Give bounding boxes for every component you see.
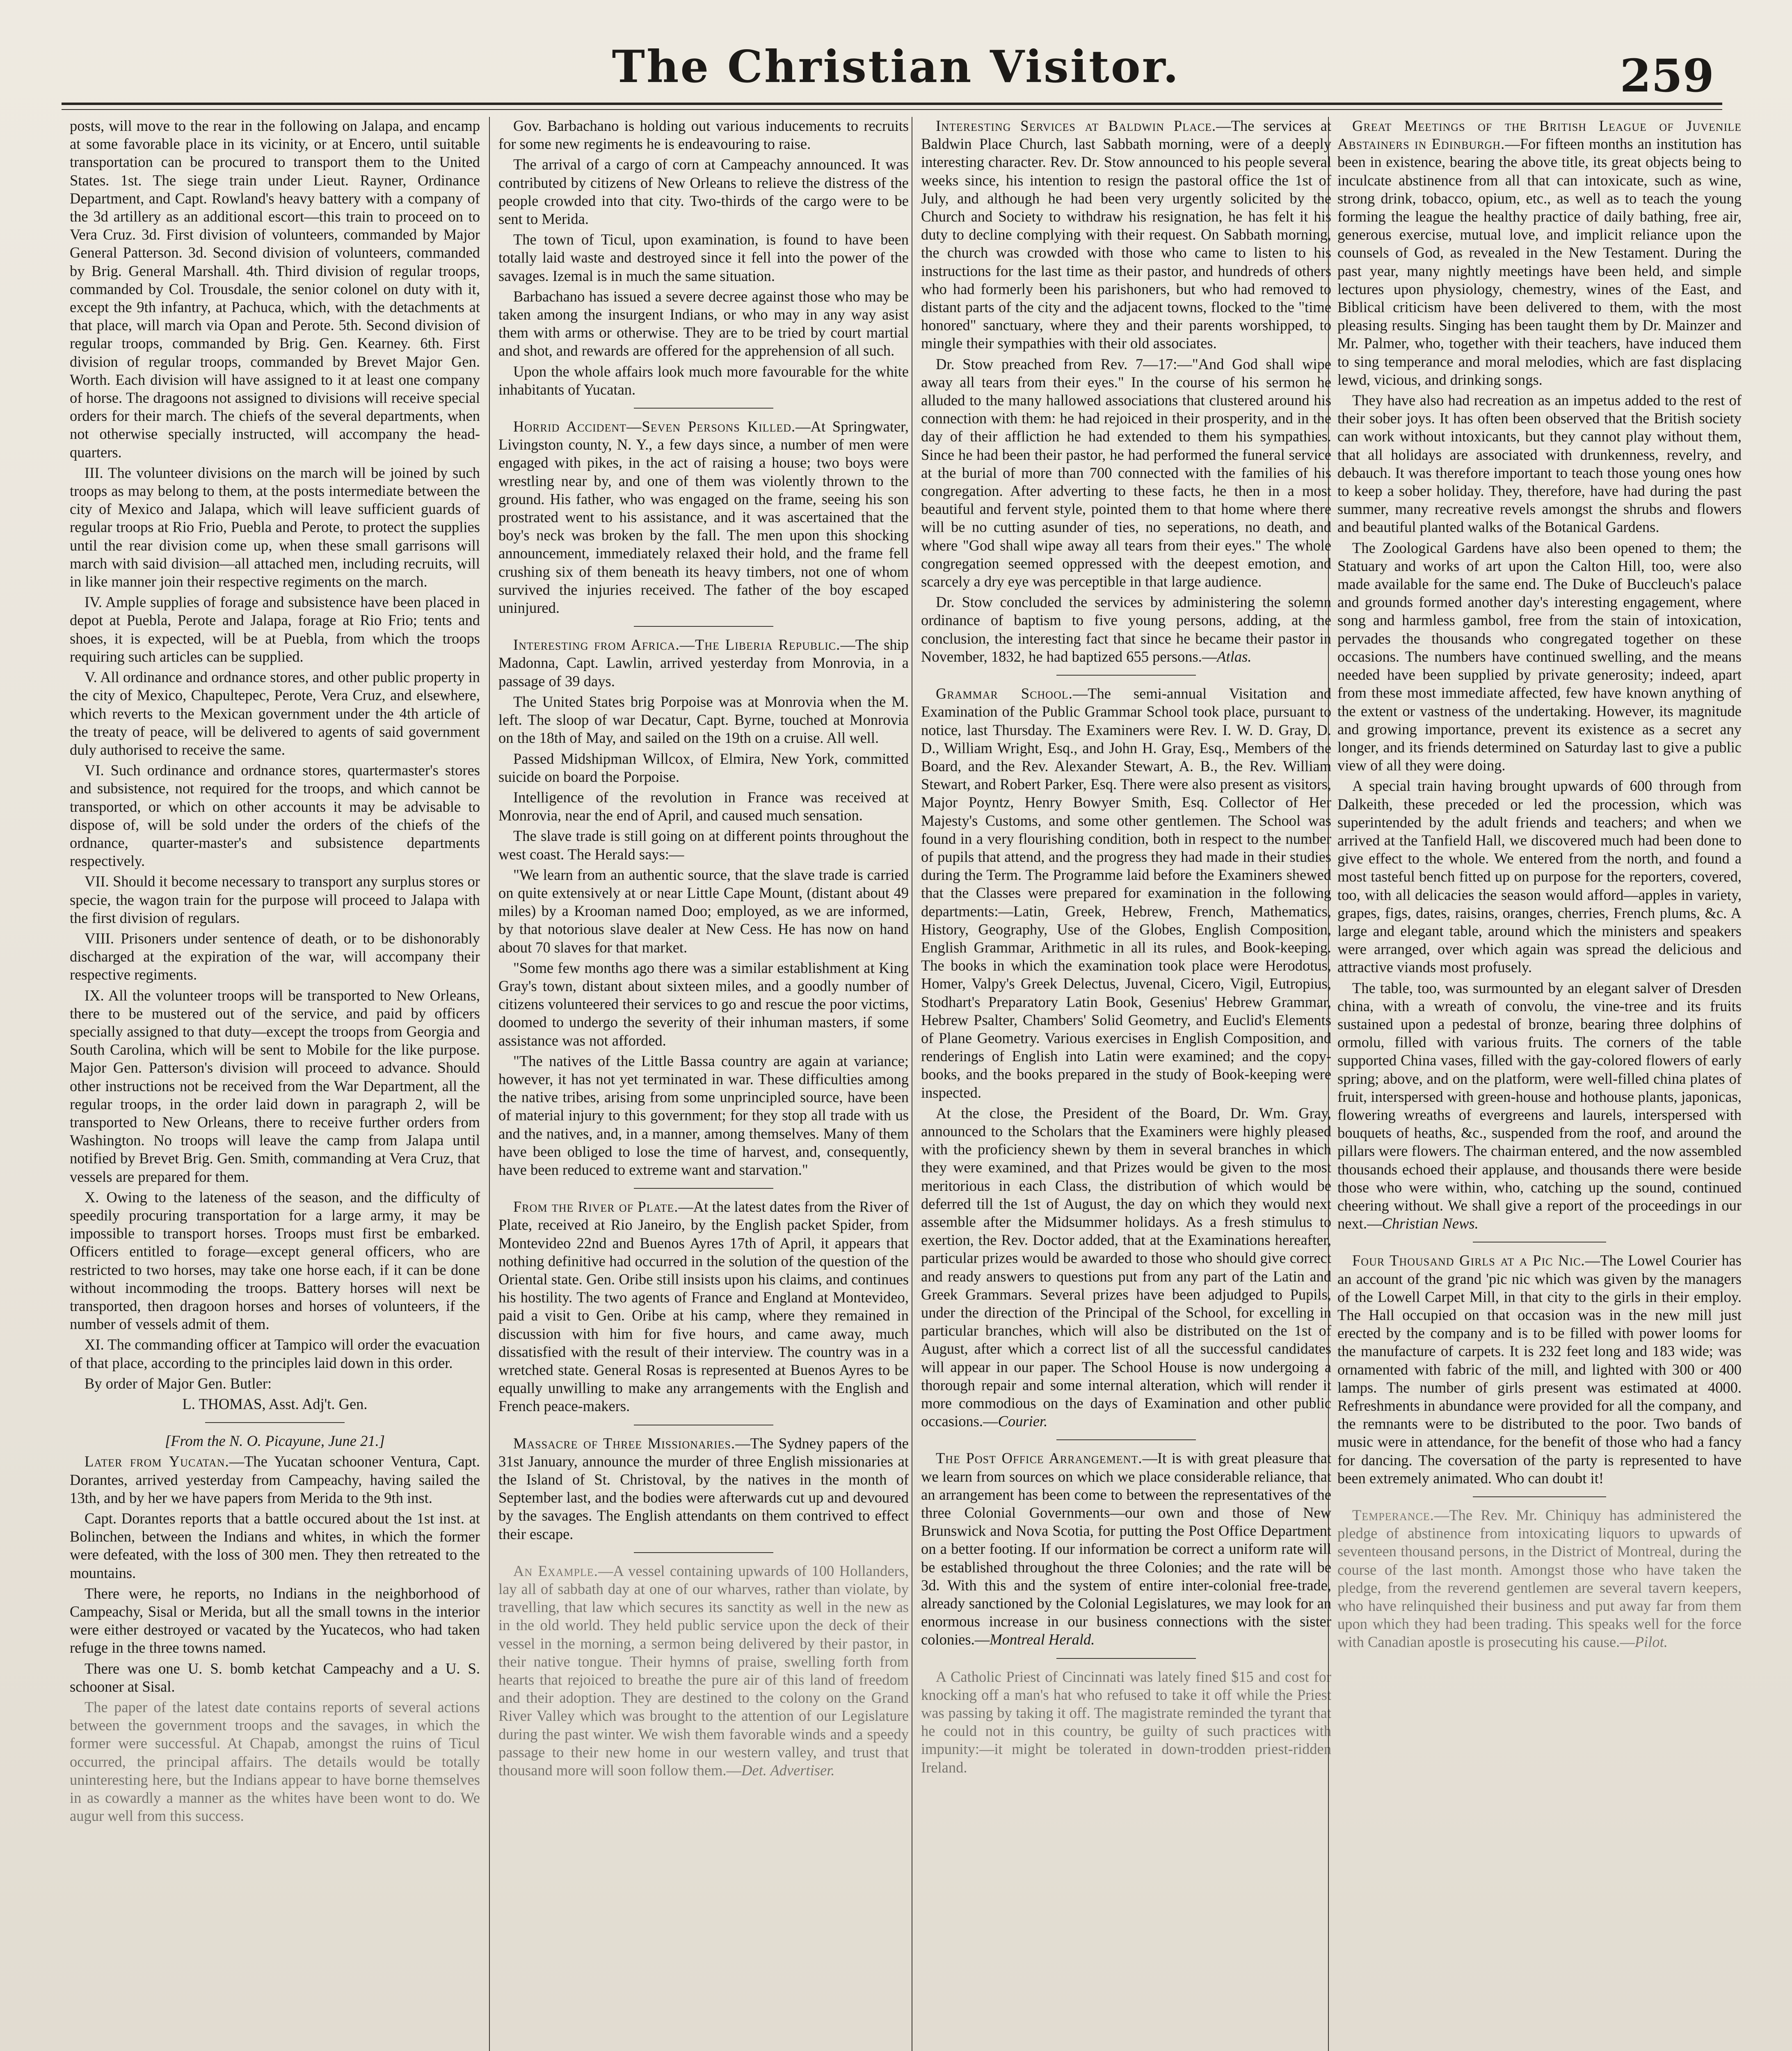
article-paragraph: VI. Such ordinance and ordnance stores, quartermaster's stores and subsistence, not required for the troops, and which cannot be transported, or which on other accounts it may be advisable to dispose of, will be sold under the orders of the chiefs of the ordnance, quarter-master's and subsistence departments respectively.	[70, 762, 480, 870]
article-paragraph: Capt. Dorantes reports that a battle occured about the 1st inst. at Bolinchen, between the Indians and whites, in which the former were defeated, with the loss of 300 men. They then retreated to the mountains.	[70, 1510, 480, 1581]
article-separator	[1473, 1496, 1606, 1497]
article-paragraph: The paper of the latest date contains reports of several actions between the government troops and the savages, in which the former were successful. At Chapab, amongst the ruins of Ticul occurred, the principal affairs. The details would be totally uninteresting here, but the Indians appear to have borne themselves in as cowardly a manner as the whites have been wont to do. We augur well from this success.	[70, 1699, 480, 1825]
article-paragraph: IX. All the volunteer troops will be transported to New Orleans, there to be mustered out of the service, and paid by officers specially assigned to that duty—except the troops from Georgia and South Carolina, which will be sent to Mobile for the like purpose. Major Gen. Patterson's division will proceed to advance. Should other instructions not be received from the War Department, all the regular troops, in the order laid down in paragraph 2, will be transported to New Orleans, there to receive further orders from Washington. No troops will leave the camp from Jalapa until notified by Brevet Brig. Gen. Smith, commanding at Vera Cruz, that vessels are prepared for them.	[70, 987, 480, 1185]
article-paragraph: Intelligence of the revolution in France was received at Monrovia, near the end of April, and caused much sensation.	[498, 788, 909, 824]
article-paragraph: Massacre of Three Missionaries.—The Sydney papers of the 31st January, announce the murder of three English missionaries at the Island of St. Christoval, by the natives in the month of September last, and the bodies were afterwards cut up and devoured by the savages. The English attendants on them contrived to effect their escape.	[498, 1434, 909, 1542]
article-paragraph: Horrid Accident—Seven Persons Killed.—At Springwater, Livingston county, N. Y., a few days since, a number of men were engaged with pikes, in the act of raising a house; two boys were wrestling near by, and one of them was violently thrown to the ground. His father, who was engaged on the frame, seeing his son prostrated went to his assistance, and it was ascertained that the boy's neck was broken by the fall. The men upon this shocking announcement, immediately relaxed their hold, and the frame fell crushing six of them beneath its heavy timbers, not one of whom survived the injuries received. The father of the boy escaped uninjured.	[498, 418, 909, 617]
article-paragraph: "Some few months ago there was a similar establishment at King Gray's town, distant about sixteen miles, and a goodly number of citizens volunteered their services to go and rescue the poor victims, doomed to undergo the severity of their inhuman masters, if some assistance was not afforded.	[498, 959, 909, 1049]
column-divider	[489, 117, 490, 2051]
article-paragraph: Four Thousand Girls at a Pic Nic.—The Lowel Courier has an account of the grand 'pic nic which was given by the managers of the Lowell Carpet Mill, in that city to the girls in their employ. The Hall occupied on that occasion was in the new mill just erected by the company and is to be filled with power looms for the manufacture of carpets. It is 232 feet long and 183 wide; was ornamented with fabric of the mill, and lighted with 300 or 400 lamps. The number of girls present was estimated at 4000. Refreshments in abundance were provided for all the company, and the remnants were to be distributed to the poor. Two bands of music were in attendance, for the benefit of those who had a fancy for dancing. The coversation of the party is represented to have been extremely animated. Who can doubt it!	[1337, 1252, 1742, 1487]
source-note: [From the N. O. Picayune, June 21.]	[165, 1432, 385, 1450]
article-paragraph: They have also had recreation as an impetus added to the rest of their sober joys. It has often been observed that the British society can work without intoxicants, but they cannot play without them, that all holidays are associated with drunkenness, revelry, and debauch. It was therefore important to teach those young ones how to keep a sober holiday. They, therefore, have had during the past summer, many recreative revels amongst the shrubs and flowers and beautiful planted walks of the Botanical Gardens.	[1337, 392, 1742, 536]
article-paragraph: IV. Ample supplies of forage and subsistence have been placed in depot at Puebla, Perote and Jalapa, forage at Rio Frio; tents and shoes, it is expected, will be at Puebla, from which the troops requiring such articles can be supplied.	[70, 594, 480, 665]
article-paragraph: Grammar School.—The semi-annual Visitation and Examination of the Public Grammar School took place, pursuant to notice, last Thursday. The Examiners were Rev. I. W. D. Gray, D. D., William Wright, Esq., and John H. Gray, Esq., Members of the Board, and the Rev. Alexander Stewart, A. B., the Rev. William Stewart, and Robert Parker, Esq. There were also present as visitors, Major Poyntz, Henry Bowyer Smith, Esq. Collector of Her Majesty's Customs, and some other gentlemen. The School was found in a very flourishing condition, both in respect to the number of pupils that attend, and the progress they had made in their studies during the Term. The Programme laid before the Examiners shewed that the Classes were prepared for examination in the following departments:—Latin, Greek, Hebrew, French, Mathematics, History, Geography, Use of the Globes, English Composition, English Grammar, Arithmetic in all its rules, and Book-keeping. The books in which the examination took place were Herodotus, Homer, Valpy's Greek Delectus, Juvenal, Cicero, Vigil, Eutropius, Stodhart's Preparatory Latin Book, Gesenius' Hebrew Grammar, Hebrew Psalter, Chambers' Solid Geometry, and Euclid's Elements of Plane Geometry. Various exercises in English Composition, and renderings of English into Latin were examined; and the copy-books, and the books prepared in the study of Book-keeping were inspected.	[921, 685, 1331, 1101]
article-source: Montreal Herald.	[990, 1631, 1095, 1648]
article-paragraph: The Zoological Gardens have also been opened to them; the Statuary and works of art upon the Calton Hill, too, were also made available for the same end. The Duke of Buccleuch's palace and grounds formed another day's interesting engagement, where song and harmless gambol, free from the stain of intoxication, pervades the thousands who congregated together on these occasions. The numbers have continued swelling, and the means needed have been supplied by private generosity; indeed, apart from these most immediate affected, few have known anything of the extent or vastness of the undertaking. However, its magnitude and growing importance, prevent its existence as a secret any longer, and its friends determined on Saturday last to give a public view of all they were doing.	[1337, 539, 1742, 774]
article-paragraph: Dr. Stow preached from Rev. 7—17:—"And God shall wipe away all tears from their eyes." In the course of his sermon he alluded to the many hallowed associations that clustered around his connection with them: he had rejoiced in their prosperity, and in the day of their affliction he had extended to them his sympathies. Since he had been their pastor, he had performed the funeral service at the burial of more than 700 connected with the families of his congregation. After adverting to these facts, he then in a most beautiful and fervent style, pointed them to that home where there will be no cutting asunder of ties, no seperations, no death, and where "God shall wipe away all tears from their eyes." The whole congregation seemed oppressed with the deepest emotion, and scarcely a dry eye was perceptible in that large audience.	[921, 355, 1331, 590]
article-paragraph: VII. Should it become necessary to transport any surplus stores or specie, the wagon train for the purpose will proceed to Jalapa with the first division of regulars.	[70, 873, 480, 926]
article-paragraph: There was one U. S. bomb ketchat Campeachy and a U. S. schooner at Sisal.	[70, 1660, 480, 1695]
page-number: 259	[1620, 49, 1714, 102]
article-paragraph: Interesting from Africa.—The Liberia Republic.—The ship Madonna, Capt. Lawlin, arrived yesterday from Monrovia, in a passage of 39 days.	[498, 636, 909, 690]
article-paragraph: VIII. Prisoners under sentence of death, or to be dishonorably discharged at the expiration of the war, will accompany their respective regiments.	[70, 930, 480, 983]
article-heading: Horrid Accident—Seven Persons Killed.	[513, 418, 796, 435]
article-paragraph: "The natives of the Little Bassa country are again at variance; however, it has not yet terminated in war. These difficulties among the native tribes, arising from some unprincipled source, have been of material injury to this government; for they stop all trade with us and the natives, and, in a manner, among themselves. Many of them have been obliged to lose the time of harvest, and, consequently, have been reduced to extreme want and starvation."	[498, 1052, 909, 1178]
article-separator	[634, 626, 773, 627]
article-heading: Later from Yucatan.	[85, 1453, 229, 1470]
article-paragraph: "We learn from an authentic source, that the slave trade is carried on quite extensively at or near Little Cape Mount, (distant about 49 miles) by a Krooman named Doo; employed, as we are informed, by that notorious slave dealer at New Cess. He has now on hand about 70 slaves for that market.	[498, 866, 909, 956]
article-paragraph: By order of Major Gen. Butler:	[85, 1375, 272, 1392]
article-separator	[205, 1422, 345, 1423]
article-paragraph: Interesting Services at Baldwin Place.—The services at Baldwin Place Church, last Sabbath morning, were of a deeply interesting character. Rev. Dr. Stow announced to his people several weeks since, his intention to resign the pastoral office the 1st of July, and although he had been very urgently solicited by the Church and Society to withdraw his resignation, he has felt it his duty to decline complying with their request. On Sabbath morning, the church was crowded with those who came to listen to his instructions for the last time as their pastor, and hundreds of others who had formerly been his parishoners, but who had removed to distant parts of the city and the adjacent towns, flocked to the "time honored" sanctuary, where they and their parents worshipped, to mingle their sympathies with their old associates.	[921, 117, 1331, 352]
article-heading: Interesting Services at Baldwin Place.	[936, 117, 1216, 134]
article-paragraph: The table, too, was surmounted by an elegant salver of Dresden china, with a wreath of convolu, the vine-tree and its fruits sustained upon a pedestal of bronze, bearing three dolphins of ormolu, filled with various fruits. The corners of the table supported China vases, filled with the gay-colored flowers of early spring; above, and on the platform, were well-filled china plates of fruit, interspersed with green-house and hothouse plants, japonicas, flowering wreaths of evergreens and laurels, interspersed with bouquets of heaths, &c., suspended from the roof, and around the pillars were flowers. The chairman entered, and the now assembled thousands echoed their applause, and thousands there were beside those who were within, who, catching up the sound, continued cheering without. We shall give a report of the proceedings in our next.—Christian News.	[1337, 979, 1742, 1232]
article-heading: The Post Office Arrangement.	[936, 1450, 1143, 1467]
article-paragraph: A special train having brought upwards of 600 through from Dalkeith, these preceded or led the procession, which was superintended by the adult friends and teachers; and when we arrived at the Tanfield Hall, we discovered much had been done to give effect to the whole. We entered from the north, and found a most tasteful bench fitted up on purpose for the reporters, covered, too, with all delicacies the season would afford—apples in variety, grapes, figs, dates, raisins, oranges, cherries, French plums, &c. A large and elegant table, around which the ministers and speakers were arranged, over which again was spread the delicious and attractive viands most profusely.	[1337, 777, 1742, 976]
masthead-rule	[62, 103, 1722, 105]
article-heading: Great Meetings of the British League of Juvenile Abstainers in Edinburgh.	[1337, 117, 1742, 153]
article-heading: Interesting from Africa.—The Liberia Republic.	[513, 636, 841, 653]
article-paragraph: From the River of Plate.—At the latest dates from the River of Plate, received at Rio Janeiro, by the English packet Spider, from Montevideo 22nd and Buenos Ayres 17th of April, it appears that nothing definitive had occurred in the solution of the question of the Oriental state. Gen. Oribe still insists upon his claims, and continues his hostility. The two agents of France and England at Montevideo, paid a visit to Gen. Oribe at his camp, where they remained in discussion with him for five hours, and came away, much dissatisfied with the result of their interview. The country was in a wretched state. General Rosas is represented at Buenos Ayres to be equally unwilling to make any arrangements with the English and French peace-makers.	[498, 1198, 909, 1415]
article-paragraph: X. Owing to the lateness of the season, and the difficulty of speedily procuring transportation for a large army, it may be impossible to transport horses. Troops must first be embarked. Officers entitled to forage—except general officers, who are restricted to two horses, may take one horse each, if it can be done without incommoding the troops. Battery horses will next be transported, then dragoon horses and horses of volunteers, if the number of vessels admit of them.	[70, 1188, 480, 1333]
article-paragraph: Dr. Stow concluded the services by administering the solemn ordinance of baptism to five young persons, adding, at the conclusion, the interesting fact that since he became their pastor in November, 1832, he had baptized 655 persons.—Atlas.	[921, 594, 1331, 665]
article-paragraph: Gov. Barbachano is holding out various inducements to recruits for some new regiments he is endeavouring to raise.	[498, 117, 909, 153]
article-paragraph: A Catholic Priest of Cincinnati was lately fined $15 and cost for knocking off a man's hat who refused to take it off while the Priest was passing by taking it off. The magistrate reminded the tyrant that he could not in this country, be guilty of such practices with impunity:—it might be tolerated in down-trodden priest-ridden Ireland.	[921, 1668, 1331, 1776]
article-paragraph: The town of Ticul, upon examination, is found to have been totally laid waste and destroyed since it fell into the power of the savages. Izemal is in much the same situation.	[498, 231, 909, 284]
article-paragraph: III. The volunteer divisions on the march will be joined by such troops as may belong to them, at the posts intermediate between the city of Mexico and Jalapa, which will leave sufficient guards of regular troops at Rio Frio, Puebla and Perote, to protect the supplies until the rear division come up, when these small garrisons will march with said division—all attached men, including recruits, will in like manner join their respective regiments on the march.	[70, 464, 480, 590]
column-4	[1337, 117, 1742, 2051]
article-source: Pilot.	[1634, 1633, 1668, 1651]
article-separator	[634, 1552, 773, 1553]
article-heading: From the River of Plate.	[513, 1198, 679, 1215]
column-1	[70, 117, 480, 2051]
article-paragraph: Upon the whole affairs look much more favourable for the white inhabitants of Yucatan.	[498, 363, 909, 398]
article-heading: Four Thousand Girls at a Pic Nic.	[1352, 1252, 1585, 1269]
article-paragraph: There were, he reports, no Indians in the neighborhood of Campeachy, Sisal or Merida, but all the small towns in the interior were either destroyed or vacated by the Yucatecos, who had taken refuge in the three towns named.	[70, 1585, 480, 1656]
article-paragraph: The United States brig Porpoise was at Monrovia when the M. left. The sloop of war Decatur, Capt. Byrne, touched at Monrovia on the 18th of May, and sailed on the 19th on a cruise. All well.	[498, 693, 909, 747]
masthead-title: The Christian Visitor.	[612, 41, 1180, 93]
article-separator	[634, 408, 773, 409]
article-source: Christian News.	[1382, 1215, 1479, 1232]
article-heading: Grammar School.	[936, 685, 1073, 702]
article-paragraph: XI. The commanding officer at Tampico will order the evacuation of that place, according to the principles laid down in this order.	[70, 1336, 480, 1371]
article-paragraph: V. All ordinance and ordnance stores, and other public property in the city of Mexico, Chapultepec, Perote, Vera Cruz, and elsewhere, which reverts to the Mexican government under the 4th article of the treaty of peace, will be delivered to agents of said government duly authorised to receive the same.	[70, 669, 480, 758]
article-paragraph: The Post Office Arrangement.—It is with great pleasure that we learn from sources on which we place considerable reliance, that an arrangement has been come to between the representatives of the three Colonial Governments—our own and those of New Brunswick and Nova Scotia, for putting the Post Office Department on a better footing. If our information be correct a uniform rate will be established throughout the three Colonies; and the rate will be 3d. With this and the system of entire inter-colonial free-trade, already sanctioned by the Colonial Legislatures, we may look for an enormous increase in our business connections with the sister colonies.—Montreal Herald.	[921, 1450, 1331, 1648]
article-separator	[1056, 1439, 1196, 1440]
article-separator	[1056, 1658, 1196, 1659]
article-source: Det. Advertiser.	[741, 1762, 835, 1779]
article-paragraph: Barbachano has issued a severe decree against those who may be taken among the insurgent Indians, or who may in any way asist them with arms or otherwise. They are to be tried by court martial and shot, and rewards are offered for the apprehension of all such.	[498, 288, 909, 359]
article-source: Atlas.	[1217, 648, 1252, 665]
article-heading: Massacre of Three Missionaries.	[513, 1434, 736, 1452]
article-paragraph: Passed Midshipman Willcox, of Elmira, New York, committed suicide on board the Porpoise.	[498, 750, 909, 785]
article-paragraph: The arrival of a cargo of corn at Campeachy announced. It was contributed by citizens of New Orleans to relieve the distress of the people crowded into that city. Two-thirds of the cargo were to be sent to Merida.	[498, 156, 909, 228]
article-paragraph: An Example.—A vessel containing upwards of 100 Hollanders, lay all of sabbath day at one of our wharves, rather than violate, by travelling, that law which secures its sanctity as well in the new as in the old world. They held public service upon the deck of their vessel in the morning, a sermon being delivered by their pastor, in their native tongue. Their hymns of praise, swelling forth from hearts that rejoiced to breathe the pure air of this land of freedom and their adoption. They are destined to the colony on the Grand River Valley which was brought to the attention of our Legislature during the past winter. We wish them favorable winds and a speedy passage to their new home in our western valley, and trust that thousand more will soon follow them.—Det. Advertiser.	[498, 1562, 909, 1779]
article-paragraph: The slave trade is still going on at different points throughout the west coast. The Herald says:—	[498, 827, 909, 863]
article-paragraph: At the close, the President of the Board, Dr. Wm. Gray, announced to the Scholars that the Examiners were highly pleased with the proficiency shewn by them in several branches in which they were examined, and that Prizes would be given to the most meritorious in each Class, the distribution of which would be deferred till the 1st of August, the day on which they would next assemble after the Midsummer holidays. As a fresh stimulus to exertion, the Rev. Doctor added, that at the Examinations hereafter, particular prizes would be awarded to those who should give correct and ready answers to questions put from any part of the Latin and Greek Grammars. Several prizes have been adjudged to Pupils, under the direction of the Principal of the School, for excelling in particular branches, which will also be distributed on the 1st of August, after which a correct list of all the successful candidates will appear in our paper. The School House is now undergoing a thorough repair and some internal alteration, which will render it more commodious on the days of Examination and other public occasions.—Courier.	[921, 1104, 1331, 1430]
article-source: Courier.	[998, 1413, 1048, 1430]
article-paragraph: Great Meetings of the British League of Juvenile Abstainers in Edinburgh.—For fifteen months an institution has been in existence, bearing the above title, its great objects being to inculcate abstinence from all that can intoxicate, such as wine, strong drink, tobacco, opium, etc., as well as to teach the young forming the league the healthy practice of daily bathing, free air, generous exercise, mutual love, and implicit reliance upon the counsels of God, as revealed in the New Testament. During the past year, many nightly meetings have been held, and simple lectures upon physiology, chemestry, wines of the East, and Biblical criticism have been delivered to them, with the most pleasing results. Singing has been taught them by Dr. Mainzer and Mr. Palmer, who, together with their teachers, have induced them to sing temperance and moral melodies, which are fast displacing lewd, vicious, and drinking songs.	[1337, 117, 1742, 388]
column-2	[498, 117, 909, 2051]
article-separator	[634, 1188, 773, 1189]
article-paragraph: Later from Yucatan.—The Yucatan schooner Ventura, Capt. Dorantes, arrived yesterday from Campeachy, having sailed the 13th, and by her we have papers from Merida to the 9th inst.	[70, 1453, 480, 1506]
article-paragraph: posts, will move to the rear in the following on Jalapa, and encamp at some favorable place in its vicinity, or at Encero, until suitable transportation can be procured to transport them to the United States. 1st. The siege train under Lieut. Rayner, Ordinance Department, and Capt. Rowland's heavy battery with a company of the 3d artillery as an additional escort—this train to proceed on to Vera Cruz. 3d. First division of volunteers, commanded by Major General Patterson. 3d. Second division of volunteers, commanded by Brig. General Marshall. 4th. Third division of regular troops, commanded by Col. Trousdale, the senior colonel on duty with it, except the 9th infantry, at Pachuca, which, with the detachments at that place, will march via Opan and Perote. 5th. Second division of regular troops, commanded by Brig. Gen. Kearney. 6th. First division of regular troops, commanded by Brevet Major Gen. Worth. Each division will have assigned to it at least one company of horse. The dragoons not assigned to divisions will receive special orders for their march. The chiefs of the several departments, when not otherwise specially instructed, will accompany the head-quarters.	[70, 117, 480, 461]
article-heading: An Example.	[513, 1562, 598, 1579]
column-3	[921, 117, 1331, 2051]
article-heading: Temperance.	[1352, 1507, 1434, 1524]
masthead-rule-thin	[62, 109, 1722, 110]
signature: L. THOMAS, Asst. Adj't. Gen.	[182, 1396, 368, 1413]
article-separator	[1056, 675, 1196, 676]
article-paragraph: Temperance.—The Rev. Mr. Chiniquy has administered the pledge of abstinence from intoxicating liquors to upwards of seventeen thousand persons, in the District of Montreal, during the course of the last month. Amongst those who have taken the pledge, from the reverend gentlemen are several tavern keepers, who have relinquished their business and put away far from them upon which they had been trading. This speaks well for the force with Canadian apostle is prosecuting his cause.—Pilot.	[1337, 1507, 1742, 1651]
